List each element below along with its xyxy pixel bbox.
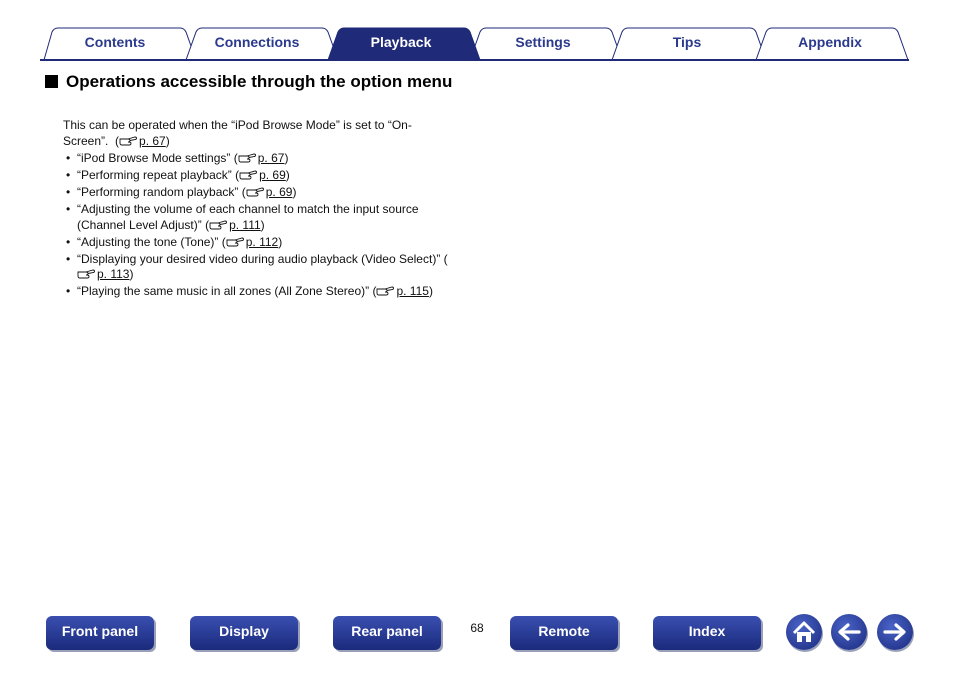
option-list [63, 151, 458, 300]
content-body [63, 118, 458, 301]
index-button[interactable]: Index [653, 616, 761, 650]
ref-close: ) [260, 217, 265, 232]
ref-close: ) [285, 168, 290, 182]
page-ref-link[interactable]: p. 69 [265, 185, 293, 199]
back-button[interactable] [831, 614, 867, 650]
list-item [63, 151, 458, 167]
back-arrow-icon [831, 614, 867, 650]
pointing-hand-icon [376, 285, 394, 296]
home-icon [786, 614, 822, 650]
tab-shapes [0, 0, 954, 64]
ref-close: ) [284, 151, 289, 165]
display-button[interactable]: Display [190, 616, 298, 650]
list-item [63, 235, 458, 251]
rear-panel-button[interactable]: Rear panel [333, 616, 441, 650]
list-item [63, 284, 458, 300]
page-ref-link[interactable]: p. 67 [257, 151, 285, 165]
home-button[interactable] [786, 614, 822, 650]
item-text: “Displaying your desired video during audio playback (Video Select)” ( [77, 251, 448, 266]
page-ref-link[interactable]: p. 111 [229, 217, 261, 232]
ref-close: ) [428, 284, 433, 298]
tab-underline [40, 59, 909, 61]
item-text: “Adjusting the volume of each channel to match the input source (Channel Level Adjust)” ( [77, 202, 419, 232]
front-panel-button[interactable]: Front panel [46, 616, 154, 650]
tab-bar [0, 0, 954, 64]
tab-connections[interactable]: Connections [214, 34, 300, 50]
page-number: 68 [470, 621, 484, 635]
pointing-hand-icon [209, 219, 227, 230]
page-ref-link[interactable]: p. 112 [245, 234, 279, 249]
pointing-hand-icon [77, 268, 95, 279]
ref-close: ) [292, 185, 297, 199]
pointing-hand-icon [226, 236, 244, 247]
list-item [63, 252, 458, 283]
list-item [63, 202, 458, 233]
intro-text: This can be operated when the “iPod Browse Mode” is set to “On-Screen”. ( [63, 118, 412, 148]
ref-close: ) [129, 267, 134, 281]
item-text: “Performing repeat playback” ( [77, 168, 240, 182]
list-item [63, 168, 458, 184]
pointing-hand-icon [246, 186, 264, 197]
heading-square-icon [45, 75, 58, 88]
ref-close: ) [278, 234, 283, 249]
ref-close: ) [165, 133, 170, 148]
pointing-hand-icon [119, 135, 137, 146]
item-text: “Playing the same music in all zones (All Zone Stereo)” ( [77, 284, 377, 298]
pointing-hand-icon [238, 152, 256, 163]
page-ref-link[interactable]: p. 113 [97, 267, 130, 281]
section-heading [45, 72, 465, 92]
item-text: “Performing random playback” ( [77, 185, 246, 199]
forward-arrow-icon [877, 614, 913, 650]
tab-tips[interactable]: Tips [672, 34, 702, 50]
pointing-hand-icon [239, 169, 257, 180]
heading-text: Operations accessible through the option menu [66, 72, 453, 91]
tab-appendix[interactable]: Appendix [798, 34, 862, 50]
list-item [63, 185, 458, 201]
item-text: “Adjusting the tone (Tone)” ( [77, 234, 226, 249]
remote-button[interactable]: Remote [510, 616, 618, 650]
page-ref-link[interactable]: p. 67 [139, 133, 166, 148]
page-ref-link[interactable]: p. 115 [396, 284, 429, 298]
tab-contents[interactable]: Contents [84, 34, 146, 50]
item-text: “iPod Browse Mode settings” ( [77, 151, 238, 165]
page-ref-link[interactable]: p. 69 [259, 168, 286, 182]
forward-button[interactable] [877, 614, 913, 650]
intro-paragraph [63, 118, 458, 149]
tab-settings[interactable]: Settings [515, 34, 571, 50]
tab-playback[interactable]: Playback [370, 34, 432, 50]
